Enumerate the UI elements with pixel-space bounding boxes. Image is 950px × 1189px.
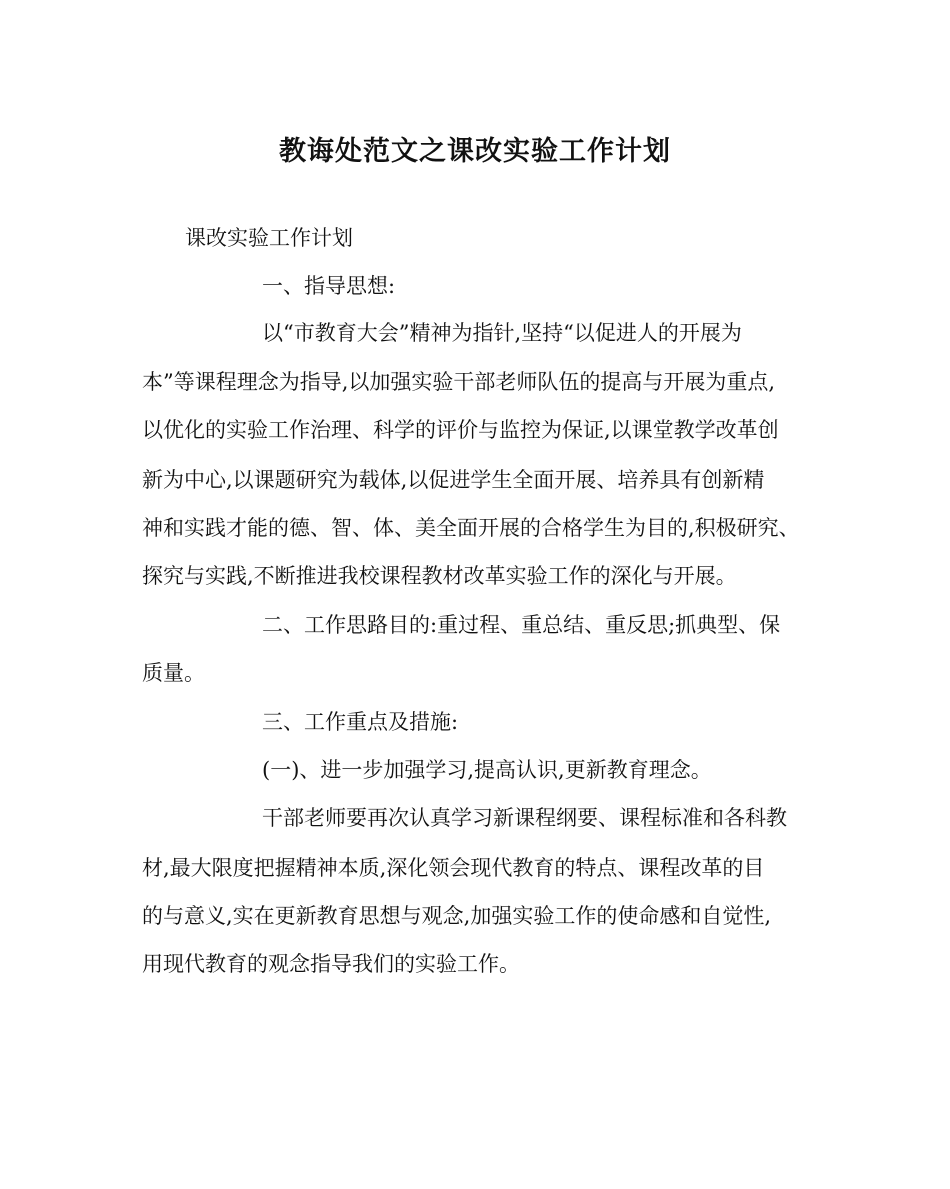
- paragraph-line: 用现代教育的观念指导我们的实验工作。: [142, 952, 520, 976]
- section-heading-3: 三、工作重点及措施:: [262, 710, 459, 734]
- section-heading-2: 二、工作思路目的:重过程、重总结、重反思;抓典型、保: [262, 613, 781, 637]
- paragraph-line: 神和实践才能的德、智、体、美全面开展的合格学生为目的,积极研究、: [142, 516, 800, 540]
- paragraph-line: 本”等课程理念为指导,以加强实验干部老师队伍的提高与开展为重点,: [142, 370, 776, 394]
- paragraph-line: 以优化的实验工作治理、科学的评价与监控为保证,以课堂教学改革创: [142, 418, 779, 442]
- paragraph-line: 新为中心,以课题研究为载体,以促进学生全面开展、培养具有创新精: [142, 468, 765, 492]
- paragraph-line: 的与意义,实在更新教育思想与观念,加强实验工作的使命感和自觉性,: [142, 904, 772, 928]
- subtitle-line: 课改实验工作计划: [185, 226, 353, 250]
- section-heading-1: 一、指导思想:: [262, 274, 396, 298]
- document-title: 教诲处范文之课改实验工作计划: [279, 136, 671, 167]
- subsection-heading: (一)、进一步加强学习,提高认识,更新教育理念。: [262, 758, 712, 782]
- paragraph-line: 质量。: [142, 661, 205, 685]
- paragraph-line: 探究与实践,不断推进我校课程教材改革实验工作的深化与开展。: [142, 564, 737, 588]
- paragraph-line: 以“市教育大会”精神为指针,坚持“以促进人的开展为: [262, 321, 742, 345]
- paragraph-line: 干部老师要再次认真学习新课程纲要、课程标准和各科教: [262, 806, 787, 830]
- paragraph-line: 材,最大限度把握精神本质,深化领会现代教育的特点、课程改革的目: [142, 856, 765, 880]
